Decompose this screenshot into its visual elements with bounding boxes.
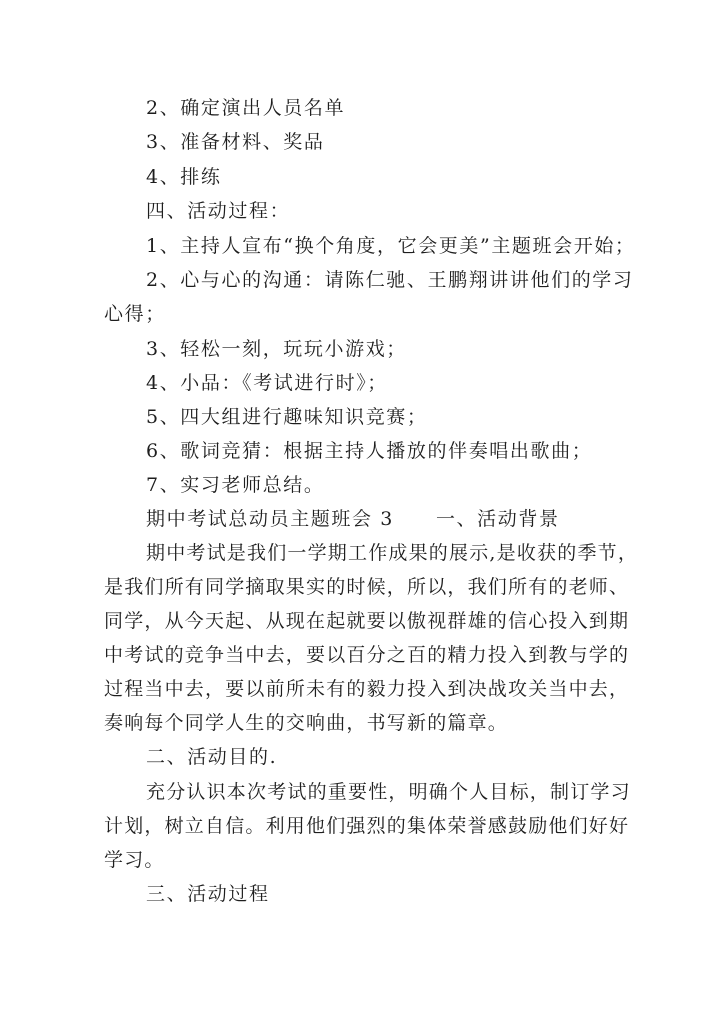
purpose-heading: 二、活动目的. [146, 746, 278, 768]
process-item-1: 1、主持人宣布“换个角度，它会更美”主题班会开始； [146, 235, 636, 257]
process-item-3: 3、轻松一刻，玩玩小游戏； [146, 338, 407, 360]
process-item-2-line-1: 2、心与心的沟通：请陈仁驰、王鹏翔讲讲他们的学习 [146, 269, 634, 291]
plan-3-title-row [146, 507, 560, 531]
process-item-6: 6、歌词竞猜：根据主持人播放的伴奏唱出歌曲； [146, 440, 593, 462]
purpose-line-1: 充分认识本次考试的重要性，明确个人目标，制订学习 [146, 781, 631, 803]
process-item-5: 5、四大组进行趣味知识竞赛； [146, 406, 428, 428]
purpose-line-3: 学习。 [104, 849, 165, 871]
background-line-6: 奏响每个同学人生的交响曲，书写新的篇章。 [104, 712, 509, 734]
background-heading: 一、活动背景 [435, 508, 560, 530]
background-line-3: 同学，从今天起、从现在起就要以傲视群雄的信心投入到期 [104, 610, 630, 632]
plan-3-title: 期中考试总动员主题班会 3 [146, 508, 394, 530]
process-heading: 三、活动过程 [146, 883, 270, 905]
background-line-4: 中考试的竞争当中去，要以百分之百的精力投入到教与学的 [104, 644, 630, 666]
prep-item-4: 4、排练 [146, 166, 222, 188]
purpose-line-2: 计划，树立自信。利用他们强烈的集体荣誉感鼓励他们好好 [104, 815, 630, 837]
process-item-2-line-2: 心得； [104, 303, 166, 325]
prep-item-3: 3、准备材料、奖品 [146, 131, 325, 153]
background-line-5: 过程当中去，要以前所未有的毅力投入到决战攻关当中去， [104, 678, 630, 700]
process-item-7: 7、实习老师总结。 [146, 474, 325, 496]
background-line-2: 是我们所有同学摘取果实的时候，所以，我们所有的老师、 [104, 576, 630, 598]
process-item-4: 4、小品：《考试进行时》； [146, 372, 388, 394]
section-four-heading: 四、活动过程： [146, 200, 291, 222]
background-line-1: 期中考试是我们一学期工作成果的展示,是收获的季节， [146, 542, 639, 564]
prep-item-2: 2、确定演出人员名单 [146, 97, 346, 119]
